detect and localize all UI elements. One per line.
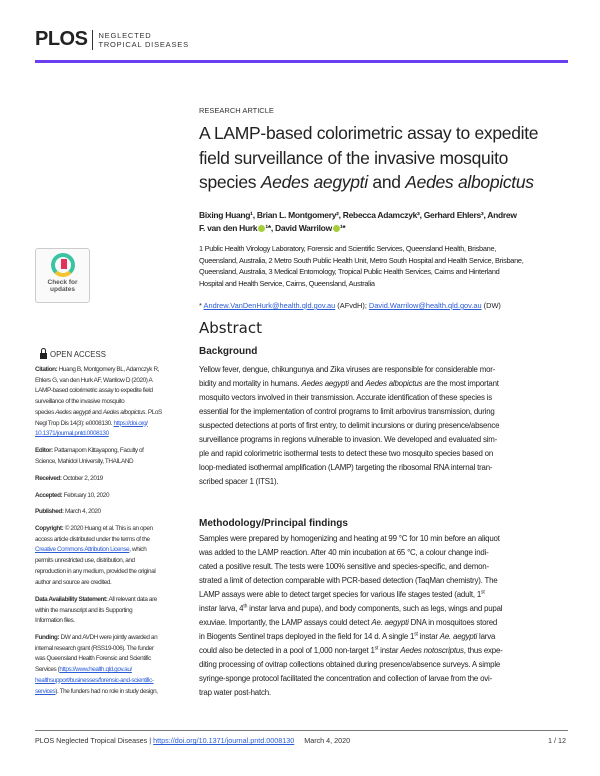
text-line bbox=[199, 475, 499, 489]
text-segment: mosquito vectors involved in their transmission. Accurate identification of these species is bbox=[199, 393, 492, 402]
text-segment: Aedes notoscriptus bbox=[400, 646, 464, 655]
text-line bbox=[35, 365, 190, 376]
text-segment: LAMP assays were able to detect target species for various life stages tested (adult, 1 bbox=[199, 590, 482, 599]
text-segment: st bbox=[481, 589, 485, 596]
funding bbox=[35, 633, 190, 697]
text-segment: , which bbox=[129, 546, 147, 554]
text-segment: instar larva and pupa), and body components, such as legs, wings and pupal bbox=[247, 604, 503, 613]
text-line bbox=[199, 588, 503, 602]
text-segment: February 10, 2020 bbox=[62, 492, 110, 499]
background-text bbox=[199, 363, 499, 489]
text-segment: exuviae. Importantly, the LAMP assays could detect bbox=[199, 618, 372, 627]
text-segment: species bbox=[35, 408, 56, 416]
text-line bbox=[199, 170, 538, 195]
text-line bbox=[35, 567, 190, 578]
text-segment: LAMP-based colorimetric assay to expedite field bbox=[35, 387, 153, 395]
text-segment: Ae. aegypti bbox=[371, 618, 409, 627]
text-segment: loop-mediated isothermal amplification (LAMP) targeting the ribosomal RNA internal tran- bbox=[199, 463, 493, 472]
affiliation-line: Hospital and Health Service, Cairns, Queensland, Australia bbox=[199, 278, 375, 288]
text-segment: Aedes albopictus bbox=[365, 379, 423, 388]
text-segment: Samples were prepared by homogenizing and heating at 99 °C for 10 min before an aliquot bbox=[199, 534, 500, 543]
text-segment: reproduction in any medium, provided the original bbox=[35, 567, 156, 575]
journal-name-line: TROPICAL DISEASES bbox=[98, 39, 189, 49]
authors-line bbox=[199, 222, 517, 235]
open-lock-icon bbox=[40, 353, 47, 359]
text-line bbox=[199, 363, 499, 377]
orcid-icon[interactable] bbox=[333, 225, 340, 232]
check-for-updates-badge[interactable] bbox=[35, 248, 90, 303]
field-label: Received: bbox=[35, 475, 62, 482]
text-line bbox=[35, 616, 190, 627]
plos-logo[interactable] bbox=[35, 28, 189, 51]
background-heading: Background bbox=[199, 346, 258, 357]
citation bbox=[35, 365, 190, 440]
text-line bbox=[199, 405, 499, 419]
text-line bbox=[35, 595, 190, 606]
text-line bbox=[199, 391, 499, 405]
field-label: Published: bbox=[35, 508, 64, 515]
author-name: F. van den Hurk bbox=[199, 222, 258, 233]
text-segment: larva bbox=[477, 632, 496, 641]
open-access-label: OPEN ACCESS bbox=[50, 349, 106, 359]
text-segment: Yellow fever, dengue, chikungunya and Zika viruses are responsible for considerable mor- bbox=[199, 365, 496, 374]
text-line bbox=[35, 606, 190, 617]
text-segment: Pattamaporn Kittayapong, Faculty of bbox=[52, 447, 144, 454]
text-segment: suspected detections at ports of first entry, to delimit incursions or during presence/absence bbox=[199, 421, 500, 430]
published-date bbox=[35, 507, 190, 518]
plos-logo-text: PLOS bbox=[35, 28, 88, 50]
text-segment: A LAMP-based colorimetric assay to expedite bbox=[199, 123, 539, 143]
footer-left bbox=[35, 736, 350, 745]
text-segment: permits unrestricted use, distribution, and bbox=[35, 557, 135, 565]
text-segment: Aedes aegypti bbox=[260, 172, 368, 192]
affiliation-line: Queensland, Australia, 3 Medical Entomology, Tropical Public Health Services, Cairns and Hinterland bbox=[199, 267, 500, 276]
text-line bbox=[35, 376, 190, 387]
link[interactable]: healthsupport/businesses/forensic-and-scientific- bbox=[35, 676, 154, 684]
text-segment: Ae. aegypti bbox=[439, 632, 478, 641]
text-segment: cated a positive result. The tests were 100% sensitive and species-specific, and demon- bbox=[199, 562, 489, 571]
header-rule bbox=[35, 60, 568, 63]
text-segment: instar larva, 4 bbox=[199, 604, 244, 613]
text-line bbox=[35, 524, 190, 535]
copyright bbox=[35, 524, 190, 588]
text-segment: scribed spacer 1 (ITS1). bbox=[199, 477, 279, 486]
text-segment: th bbox=[243, 603, 248, 610]
text-line bbox=[35, 676, 190, 687]
text-segment: Aedes albopictus bbox=[405, 172, 534, 192]
text-line bbox=[199, 419, 499, 433]
author-mark: ¹* bbox=[339, 222, 346, 233]
text-line bbox=[199, 433, 499, 447]
text-segment: author and source are credited. bbox=[35, 578, 112, 586]
text-segment: was Queensland Health Forensic and Scientific bbox=[35, 655, 151, 663]
authors-line: Bixing Huang¹, Brian L. Montgomery², Rebecca Adamczyk³, Gerhard Ehlers³, Andrew bbox=[199, 210, 517, 220]
text-line bbox=[35, 419, 190, 430]
text-line bbox=[199, 461, 499, 475]
text-line bbox=[199, 532, 503, 546]
text-line bbox=[35, 556, 190, 567]
text-segment: essential for the implementation of control programs to limit arbovirus transmission, during bbox=[199, 407, 495, 416]
text-segment: , thus expe- bbox=[463, 646, 503, 655]
text-segment: Aedes aegypti bbox=[301, 379, 349, 388]
link[interactable]: Creative Commons Attribution License bbox=[35, 546, 130, 554]
text-segment: instar bbox=[417, 632, 440, 641]
text-segment: and bbox=[367, 172, 406, 192]
text-segment: Services ( bbox=[35, 666, 60, 674]
received-date bbox=[35, 474, 190, 485]
text-segment: and bbox=[90, 408, 103, 416]
text-line bbox=[199, 658, 503, 672]
text-line bbox=[199, 616, 503, 630]
text-segment: October 2, 2019 bbox=[61, 475, 103, 482]
badge-text: Check for bbox=[47, 279, 78, 286]
text-line bbox=[35, 474, 190, 485]
text-line bbox=[199, 447, 499, 461]
title-lines bbox=[199, 121, 538, 195]
email-link[interactable]: Andrew.VanDenHurk@health.qld.gov.au bbox=[203, 301, 336, 310]
text-segment: Science, Mahidol University, THAILAND bbox=[35, 457, 134, 465]
text-line bbox=[35, 408, 190, 419]
data-availability bbox=[35, 595, 190, 627]
page-number: 1 / 12 bbox=[548, 736, 566, 745]
text-line bbox=[199, 560, 503, 574]
email-tag: (DW) bbox=[481, 301, 501, 310]
footer-date: March 4, 2020 bbox=[304, 736, 351, 745]
text-segment: Ehlers G, van den Hurk AF, Warrilow D (2020) A bbox=[35, 376, 153, 384]
text-segment: DW and AVDH were jointly awarded an bbox=[59, 634, 158, 641]
text-segment: Information files. bbox=[35, 617, 75, 625]
text-segment: instar bbox=[378, 646, 401, 655]
text-segment: ). The funders had no role in study design, bbox=[55, 687, 158, 695]
text-line bbox=[35, 644, 190, 655]
methods-heading: Methodology/Principal findings bbox=[199, 518, 348, 529]
text-line bbox=[35, 633, 190, 644]
text-line bbox=[35, 507, 190, 518]
text-segment: ple and rapid colorimetric isothermal tests to detect these two mosquito species based on bbox=[199, 449, 494, 458]
text-segment: . PLoS bbox=[145, 408, 162, 416]
text-line bbox=[199, 644, 503, 658]
text-segment: are the most important bbox=[422, 379, 499, 388]
text-line bbox=[35, 535, 190, 546]
email-link[interactable]: David.Warrilow@health.qld.gov.au bbox=[368, 301, 482, 310]
journal-name-line: NEGLECTED bbox=[98, 30, 152, 40]
footer-rule bbox=[35, 730, 568, 731]
footer-journal: PLOS Neglected Tropical Diseases | bbox=[35, 736, 154, 745]
methods-text bbox=[199, 532, 503, 700]
text-segment: could also be detected in a pool of 1,000 non-target 1 bbox=[199, 646, 375, 655]
text-segment: © 2020 Huang et al. This is an open bbox=[63, 525, 153, 532]
text-line bbox=[35, 397, 190, 408]
open-access bbox=[40, 349, 106, 359]
text-segment: Aedes albopictus bbox=[102, 408, 146, 416]
text-segment: in Biogents Sentinel traps deployed in the field for 14 d. A single 1 bbox=[199, 632, 415, 641]
text-line bbox=[199, 630, 503, 644]
text-line bbox=[199, 121, 538, 146]
text-segment: surveillance of the invasive mosquito bbox=[35, 398, 125, 406]
abstract-heading: Abstract bbox=[199, 319, 262, 337]
text-segment: bidity and mortality in humans. bbox=[199, 379, 302, 388]
badge-text: updates bbox=[50, 286, 75, 293]
text-segment: strated a limit of detection comparable with PCR-based detection (TaqMan chemistry). The bbox=[199, 576, 498, 585]
text-line bbox=[199, 377, 499, 391]
article-type: RESEARCH ARTICLE bbox=[199, 106, 274, 115]
text-segment: syringe-sponge protocol facilitated the concentration and collection of larvae from the ovi- bbox=[199, 674, 493, 683]
text-segment: surveillance programs in regions vulnerable to invasion. We developed and evaluated sim- bbox=[199, 435, 498, 444]
field-label: Citation: bbox=[35, 366, 58, 373]
text-line bbox=[35, 545, 190, 556]
text-line bbox=[35, 665, 190, 676]
accepted-date bbox=[35, 491, 190, 502]
link[interactable]: https://www.health.qld.gov.au/ bbox=[59, 666, 132, 674]
text-segment: Negl Trop Dis 14(3): e0008130. bbox=[35, 419, 114, 427]
field-label: Editor: bbox=[35, 447, 53, 454]
text-segment: was added to the LAMP reaction. After 40 min incubation at 65 °C, a colour change indi- bbox=[199, 548, 489, 557]
text-segment: species bbox=[199, 172, 261, 192]
email-tag: (AFvdH); bbox=[335, 301, 369, 310]
link[interactable]: services bbox=[35, 687, 56, 695]
text-segment: field surveillance of the invasive mosquito bbox=[199, 147, 509, 168]
affiliations bbox=[199, 243, 524, 289]
field-label: Copyright: bbox=[35, 525, 64, 532]
field-label: Funding: bbox=[35, 634, 60, 641]
text-segment: within the manuscript and its Supporting bbox=[35, 606, 133, 614]
logo-divider bbox=[92, 30, 93, 50]
crossmark-icon bbox=[51, 253, 75, 277]
text-line bbox=[199, 574, 503, 588]
text-segment: diting processing of ovitrap collections obtained during presence/absence surveys. A simple bbox=[199, 660, 501, 669]
text-line bbox=[199, 672, 503, 686]
editor bbox=[35, 446, 190, 467]
field-label: Accepted: bbox=[35, 492, 63, 499]
affiliation-line: Queensland, Australia, 2 Metro South Public Health Unit, Metro South Hospital and Health Service, Brisbane, bbox=[199, 255, 524, 265]
link[interactable]: https://doi.org/ bbox=[113, 419, 148, 427]
link[interactable]: 10.1371/journal.pntd.0008130 bbox=[35, 430, 109, 438]
text-segment: DNA in mosquitoes stored bbox=[408, 618, 498, 627]
text-line bbox=[35, 446, 190, 457]
text-line bbox=[35, 457, 190, 468]
text-line bbox=[35, 429, 190, 440]
text-segment: st bbox=[374, 645, 379, 652]
text-segment: Aedes aegypti bbox=[55, 408, 91, 416]
text-line bbox=[35, 687, 190, 698]
text-line bbox=[35, 491, 190, 502]
text-line bbox=[199, 602, 503, 616]
text-segment: and bbox=[348, 379, 366, 388]
star: * bbox=[199, 301, 204, 310]
text-segment: internal research grant (RSS19-006). The funder bbox=[35, 644, 154, 652]
text-segment: All relevant data are bbox=[107, 596, 157, 603]
affiliation-line: 1 Public Health Virology Laboratory, Forensic and Scientific Services, Queensland Health, Brisbane, bbox=[199, 244, 497, 253]
text-segment: March 4, 2020 bbox=[63, 508, 101, 515]
text-line bbox=[35, 386, 190, 397]
text-segment: access article distributed under the terms of the bbox=[35, 535, 150, 543]
text-line bbox=[35, 578, 190, 589]
text-line bbox=[35, 654, 190, 665]
text-segment: st bbox=[414, 631, 418, 638]
text-segment: trap water post-hatch. bbox=[199, 688, 271, 697]
text-line bbox=[199, 146, 538, 171]
correspondence bbox=[199, 301, 501, 310]
footer-doi-link[interactable]: https://doi.org/10.1371/journal.pntd.0008130 bbox=[153, 736, 295, 745]
text-line bbox=[199, 546, 503, 560]
author-list bbox=[199, 209, 517, 234]
journal-name bbox=[98, 31, 188, 49]
text-segment: Huang B, Montgomery BL, Adamczyk R, bbox=[57, 366, 160, 373]
article-title bbox=[199, 121, 538, 195]
author-name: ¹*, David Warrilow bbox=[265, 222, 332, 233]
field-label: Data Availability Statement: bbox=[35, 596, 108, 603]
text-line bbox=[199, 686, 503, 700]
